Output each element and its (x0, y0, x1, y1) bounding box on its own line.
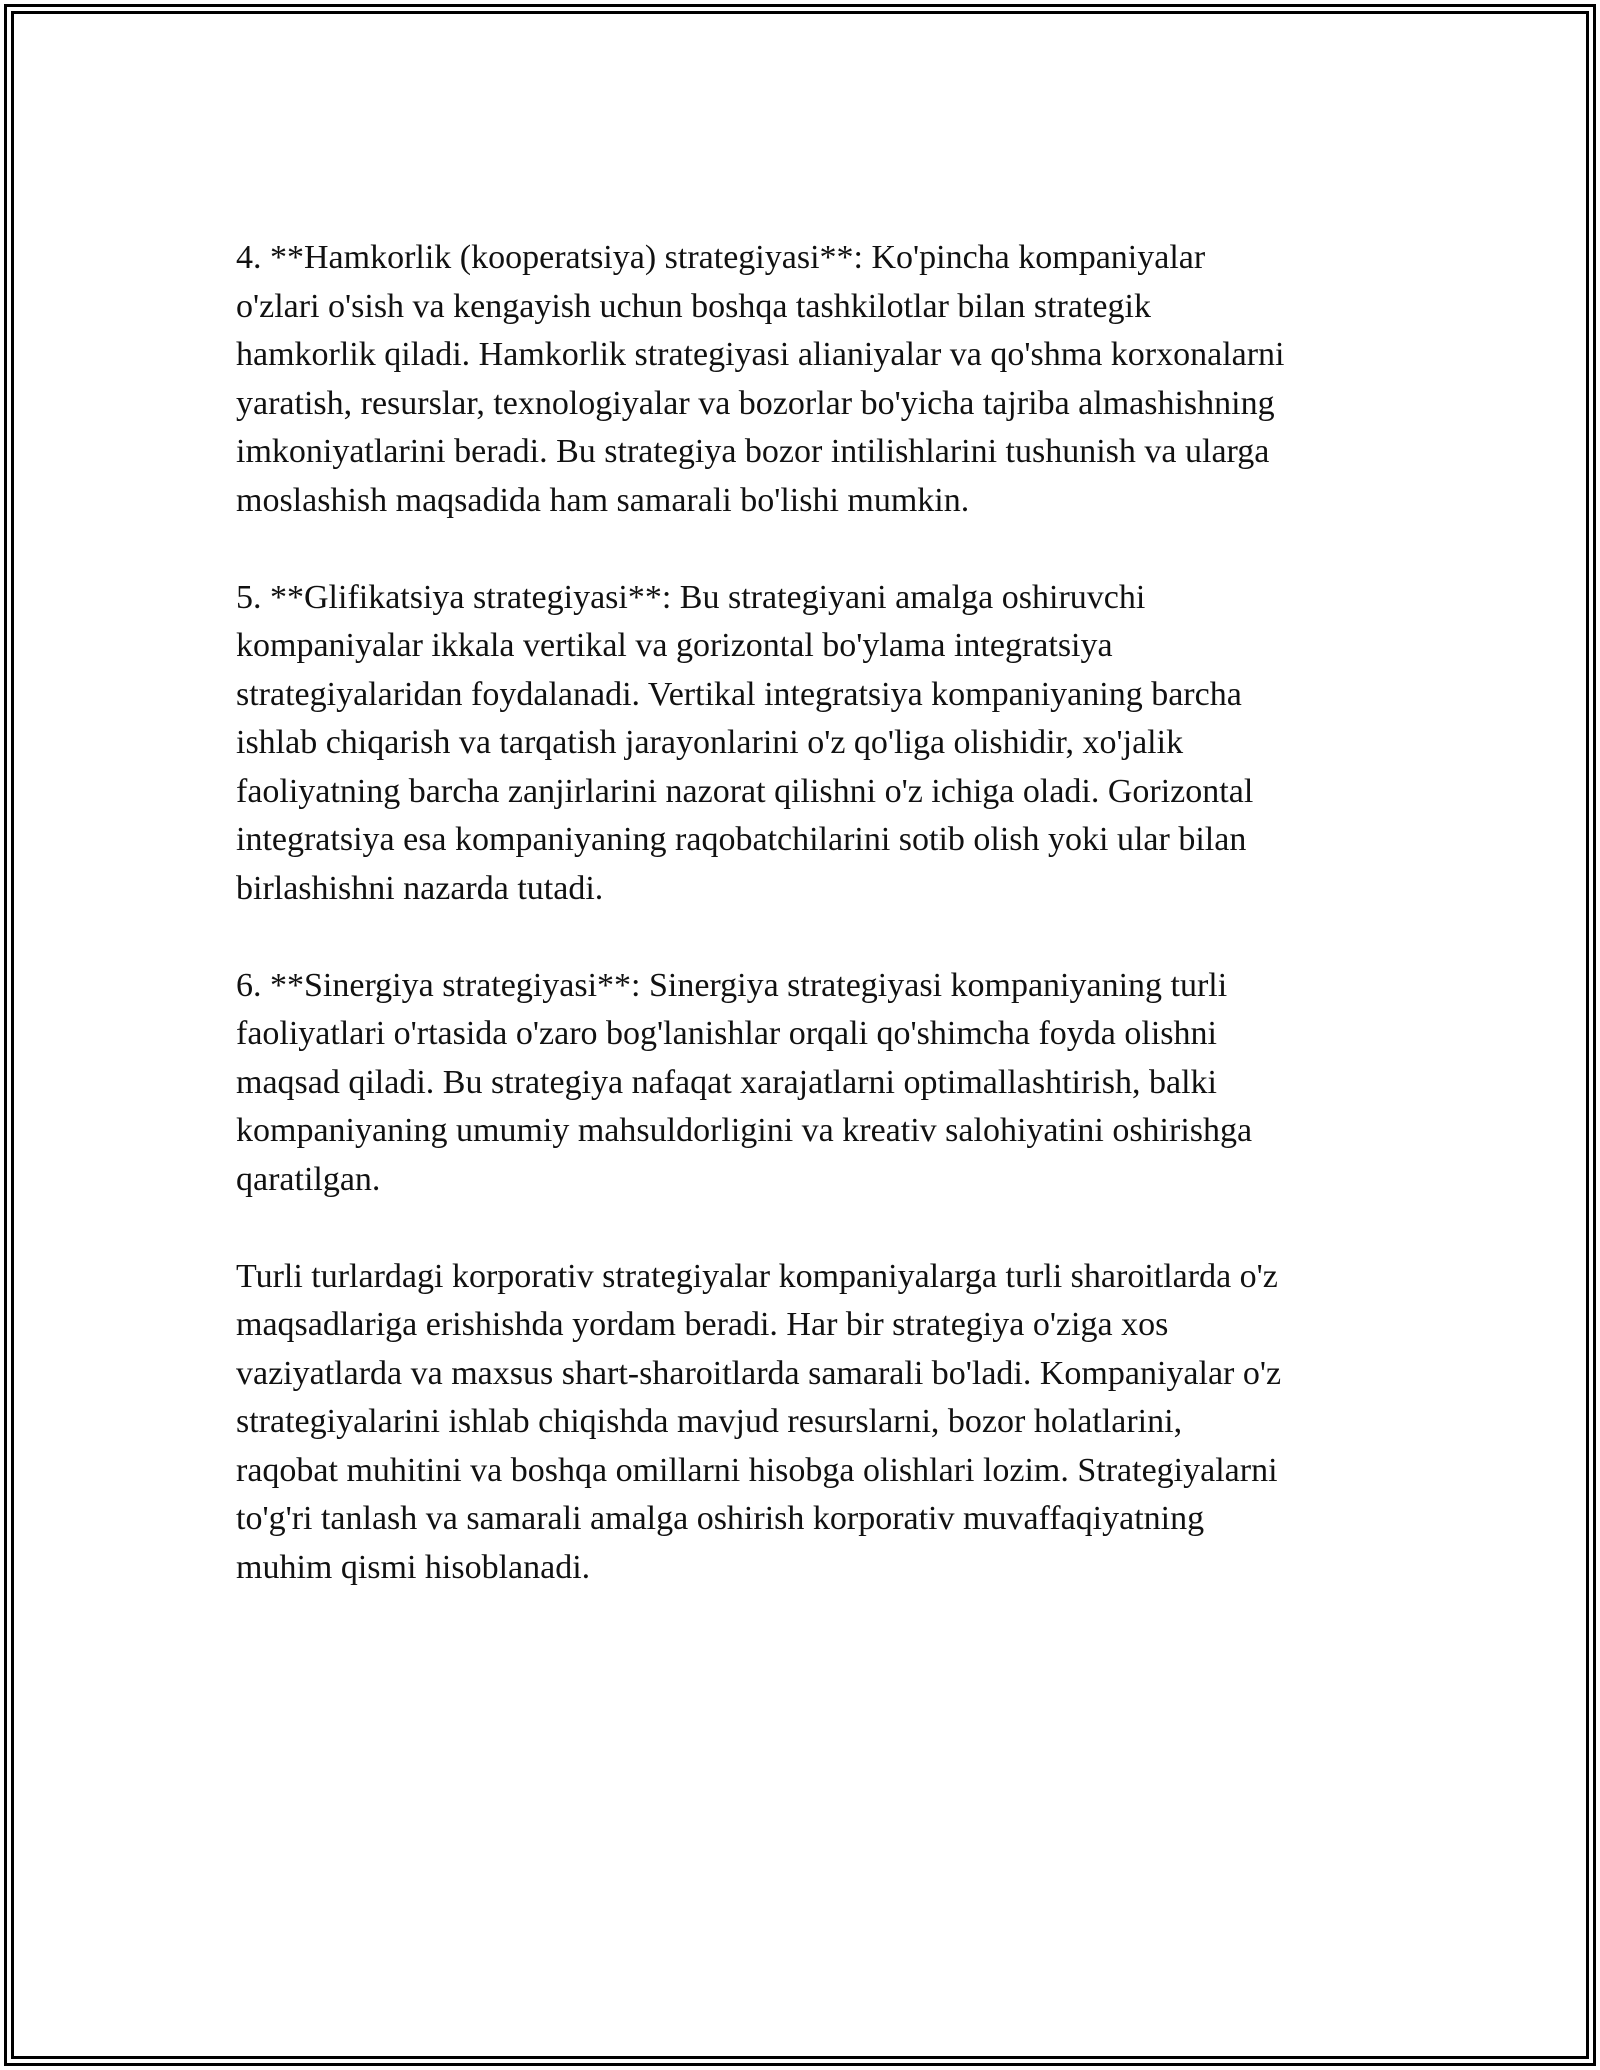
paragraph-conclusion: Turli turlardagi korporativ strategiyalar kompaniyalarga turli sharoitlarda o'z maqsadlariga erishishda yordam beradi. Har bir strategiya o'ziga xos vaziyatlarda va maxsus shart-sharoitlarda samarali bo'ladi. Kompaniyalar o'z strategiyalarini ishlab chiqishda mavjud resurslarni, bozor holatlarini, raqobat muhitini va boshqa omillarni hisobga olishlari lozim. Strategiyalarni to'g'ri tanlash va samarali amalga oshirish korporativ muvaffaqiyatning muhim qismi hisoblanadi. (236, 1257, 1282, 1586)
paragraph-cooperation-strategy: 4. **Hamkorlik (kooperatsiya) strategiyasi**: Ko'pincha kompaniyalar o'zlari o'sish va kengayish uchun boshqa tashkilotlar bilan strategik hamkorlik qiladi. Hamkorlik strategiyasi alianiyalar va qo'shma korxonalarni yaratish, resurslar, texnologiyalar va bozorlar bo'yicha tajriba almashishning imkoniyatlarini beradi. Bu strategiya bozor intilishlarini tushunish va ularga moslashish maqsadida ham samarali bo'lishi mumkin. (236, 239, 1285, 519)
document-body (236, 234, 1386, 1592)
paragraph-synergy-strategy: 6. **Sinergiya strategiyasi**: Sinergiya strategiyasi kompaniyaning turli faoliyatlari o'rtasida o'zaro bog'lanishlar orqali qo'shimcha foyda olishni maqsad qiladi. Bu strategiya nafaqat xarajatlarni optimallashtirish, balki kompaniyaning umumiy mahsuldorligini va kreativ salohiyatini oshirishga qaratilgan. (236, 966, 1253, 1198)
paragraph-glification-strategy: 5. **Glifikatsiya strategiyasi**: Bu strategiyani amalga oshiruvchi kompaniyalar ikkala vertikal va gorizontal bo'ylama integratsiya strategiyalaridan foydalanadi. Vertikal integratsiya kompaniyaning barcha ishlab chiqarish va tarqatish jarayonlarini o'z qo'liga olishidir, xo'jalik faoliyatning barcha zanjirlarini nazorat qilishni o'z ichiga oladi. Gorizontal integratsiya esa kompaniyaning raqobatchilarini sotib olish yoki ular bilan birlashishni nazarda tutadi. (236, 578, 1254, 907)
